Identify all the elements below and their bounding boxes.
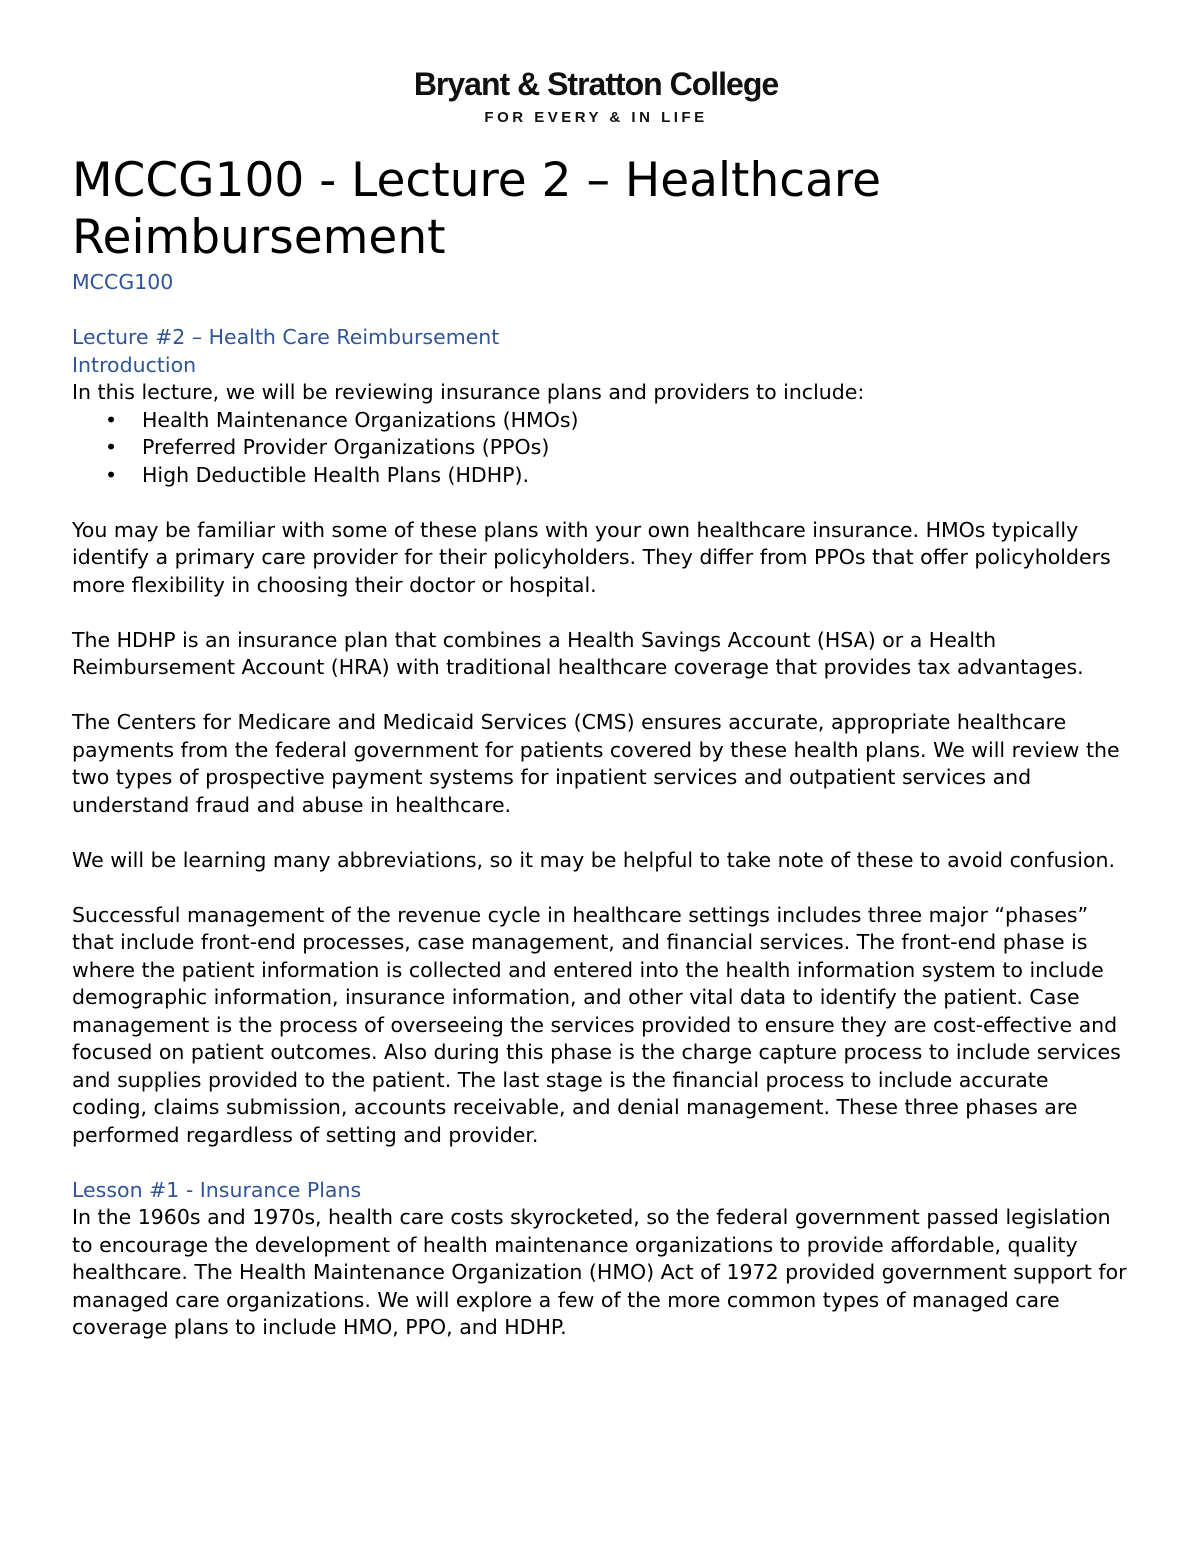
paragraph-plans: You may be familiar with some of these plans with your own healthcare insurance. HMOs typically identify a primary care provider for their policyholders. They differ from PPOs that offer policyholders more flexibility in choosing their doctor or hospital.	[72, 517, 1111, 597]
paragraph-hdhp: The HDHP is an insurance plan that combines a Health Savings Account (HSA) or a Health Reimbursement Account (HRA) with traditional healthcare coverage that provides tax advantages.	[72, 627, 1084, 679]
spacer	[72, 297, 1130, 325]
college-name: Bryant & Stratton College	[413, 66, 779, 102]
list-item-text: Health Maintenance Organizations (HMOs)	[142, 407, 579, 432]
list-item	[72, 407, 1130, 435]
spacer	[72, 819, 1130, 847]
spacer	[72, 682, 1130, 710]
paragraph-revenue-cycle: Successful management of the revenue cycle in healthcare settings includes three major “phases” that include front-end processes, case management, and financial services. The front-end phase is where the patient information is collected and entered into the health information system to include demographic information, insurance information, and other vital data to identify the patient. Case management is the process of overseeing the services provided to ensure they are cost-effective and focused on patient outcomes. Also during this phase is the charge capture process to include services and supplies provided to the patient. The last stage is the financial process to include accurate coding, claims submission, accounts receivable, and denial management. These three phases are performed regardless of setting and provider.	[72, 902, 1121, 1147]
list-item	[72, 434, 1130, 462]
paragraph-abbreviations: We will be learning many abbreviations, so it may be helpful to take note of these to avoid confusion.	[72, 847, 1116, 872]
lesson-1-heading: Lesson #1 - Insurance Plans	[72, 1177, 362, 1202]
intro-text: In this lecture, we will be reviewing insurance plans and providers to include:	[72, 380, 865, 404]
spacer	[72, 1149, 1130, 1177]
lesson-1-text: In the 1960s and 1970s, health care costs skyrocketed, so the federal government passed legislation to encourage the development of health maintenance organizations to provide affordable, quality healthcare. The Health Maintenance Organization (HMO) Act of 1972 provided government support for managed care organizations. We will explore a few of the more common types of managed care coverage plans to include HMO, PPO, and HDHP.	[72, 1205, 1127, 1339]
list-item	[72, 462, 1130, 490]
spacer	[72, 874, 1130, 902]
intro-heading: Introduction	[72, 352, 197, 377]
spacer	[72, 489, 1130, 517]
college-tagline: FOR EVERY & IN LIFE	[484, 109, 708, 126]
lecture-heading: Lecture #2 – Health Care Reimbursement	[72, 325, 500, 349]
list-item-text: High Deductible Health Plans (HDHP).	[142, 462, 530, 487]
bullet-icon: •	[105, 435, 118, 459]
spacer	[72, 599, 1130, 627]
list-item-text: Preferred Provider Organizations (PPOs)	[142, 435, 550, 459]
paragraph-cms: The Centers for Medicare and Medicaid Services (CMS) ensures accurate, appropriate healthcare payments from the federal government for patients covered by these health plans. We will review the two types of prospective payment systems for inpatient services and outpatient services and understand fraud and abuse in healthcare.	[72, 710, 1120, 817]
document-subtitle: MCCG100	[72, 270, 174, 294]
bullet-icon: •	[105, 462, 118, 487]
bullet-icon: •	[105, 407, 118, 432]
plan-bullet-list	[72, 407, 1130, 490]
college-logo	[62, 0, 1130, 127]
document-title: MCCG100 - Lecture 2 – Healthcare Reimbursement	[72, 153, 882, 265]
